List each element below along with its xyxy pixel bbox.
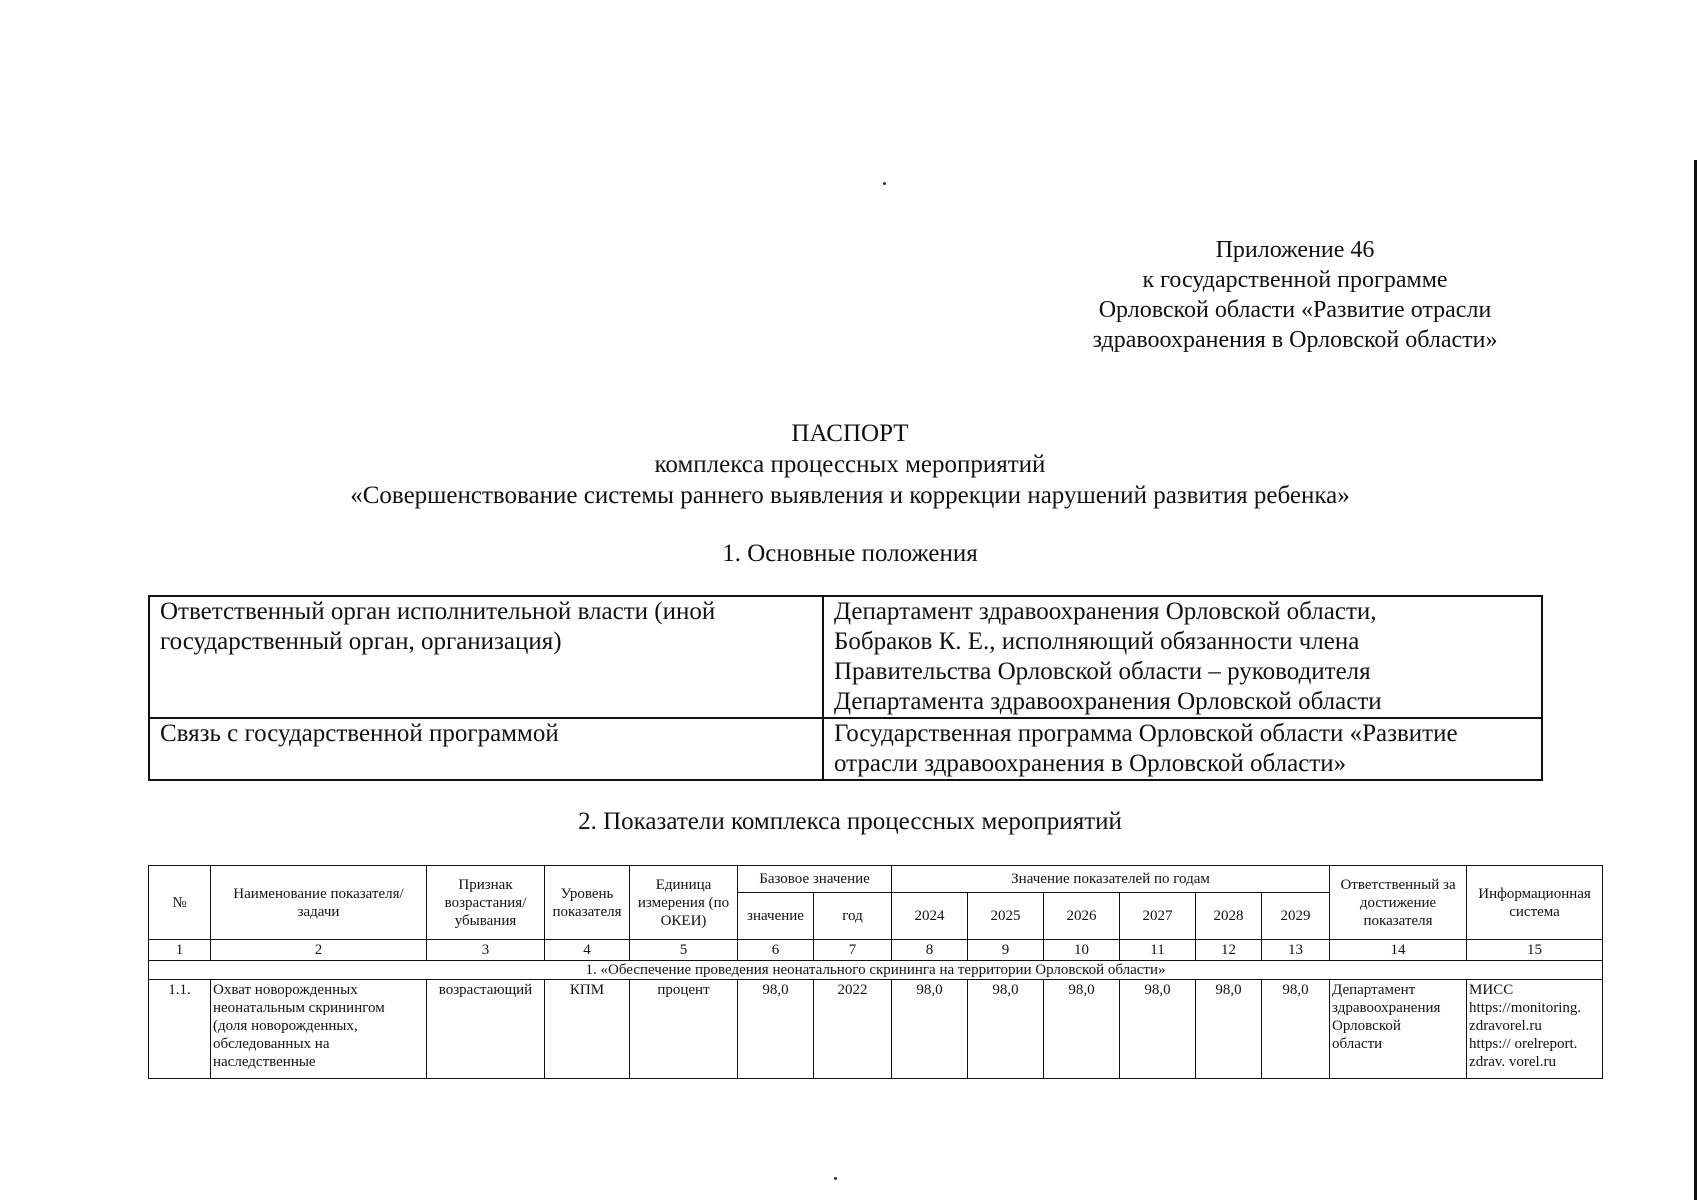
- basic-provisions-table: [148, 595, 1543, 781]
- indicator-name: [211, 980, 427, 1079]
- appendix-header: [1060, 235, 1530, 355]
- cell-text: Департамент: [1332, 982, 1416, 998]
- column-number: 5: [630, 940, 738, 961]
- label-cell: [149, 596, 823, 718]
- header-row: [149, 866, 1603, 893]
- column-number: 9: [968, 940, 1044, 961]
- cell-text: здравоохранения: [1332, 1000, 1441, 1016]
- cell-text: государственный орган, организация): [160, 628, 562, 655]
- col-unit-header: Единица измерения (по ОКЕИ): [630, 866, 738, 940]
- label-cell: [149, 718, 823, 780]
- column-number: 8: [892, 940, 968, 961]
- indicators-table: [148, 865, 1603, 1079]
- col-year-header: 2027: [1120, 893, 1196, 940]
- cell-text: https:// orelreport.: [1469, 1036, 1578, 1052]
- table-row: [149, 980, 1603, 1079]
- table-row: [149, 718, 1542, 780]
- scan-speck: [834, 1177, 837, 1180]
- cell-text: (доля новорожденных,: [213, 1018, 358, 1034]
- task-title: 1. «Обеспечение проведения неонатального скрининга на территории Орловской области»: [149, 961, 1603, 980]
- cell-text: Орловской: [1332, 1018, 1401, 1034]
- cell-text: zdrav. vorel.ru: [1469, 1054, 1556, 1070]
- base-value-cell: 98,0: [738, 980, 814, 1079]
- cell-text: Государственная программа Орловской области «Развитие: [834, 720, 1458, 747]
- scan-speck: [883, 182, 886, 185]
- cell-text: Ответственный орган исполнительной власти (иной: [160, 598, 716, 625]
- col-base-header: Базовое значение: [738, 866, 892, 893]
- sign-cell: возрастающий: [427, 980, 545, 1079]
- row-num: 1.1.: [149, 980, 211, 1079]
- appendix-line: к государственной программе: [1142, 267, 1448, 293]
- col-num-header: №: [149, 866, 211, 940]
- cell-text: Департамент здравоохранения Орловской области,: [834, 598, 1377, 625]
- column-number: 7: [814, 940, 892, 961]
- column-number: 2: [211, 940, 427, 961]
- column-numbers-row: [149, 940, 1603, 961]
- col-base-value-header: значение: [738, 893, 814, 940]
- column-number: 3: [427, 940, 545, 961]
- year-value-cell: 98,0: [892, 980, 968, 1079]
- col-year-header: 2026: [1044, 893, 1120, 940]
- section-2-title: 2. Показатели комплекса процессных мероприятий: [578, 808, 1122, 835]
- col-base-year-header: год: [814, 893, 892, 940]
- cell-text: наследственные: [213, 1054, 316, 1070]
- task-row: [149, 961, 1603, 980]
- unit-cell: процент: [630, 980, 738, 1079]
- cell-text: Бобраков К. Е., исполняющий обязанности члена: [834, 628, 1360, 655]
- appendix-line: Орловской области «Развитие отрасли: [1098, 297, 1492, 323]
- cell-text: области: [1332, 1036, 1383, 1052]
- col-system-header: Информационная система: [1467, 866, 1603, 940]
- passport-heading: [250, 418, 1450, 511]
- appendix-line: Приложение 46: [1215, 237, 1375, 263]
- passport-subtitle: комплекса процессных мероприятий: [654, 451, 1046, 478]
- col-year-header: 2025: [968, 893, 1044, 940]
- column-number: 4: [545, 940, 630, 961]
- value-cell: [823, 596, 1542, 718]
- column-number: 11: [1120, 940, 1196, 961]
- cell-text: Департамента здравоохранения Орловской области: [834, 688, 1382, 715]
- col-year-header: 2024: [892, 893, 968, 940]
- col-year-header: 2028: [1196, 893, 1262, 940]
- passport-name: «Совершенствование системы раннего выявления и коррекции нарушений развития ребенка»: [350, 482, 1350, 509]
- year-value-cell: 98,0: [1044, 980, 1120, 1079]
- cell-text: Правительства Орловской области – руководителя: [834, 658, 1371, 685]
- year-value-cell: 98,0: [1262, 980, 1330, 1079]
- base-year-cell: 2022: [814, 980, 892, 1079]
- column-number: 12: [1196, 940, 1262, 961]
- cell-text: МИСС: [1469, 982, 1514, 998]
- col-sign-header: Признак возрастания/ убывания: [427, 866, 545, 940]
- year-value-cell: 98,0: [1120, 980, 1196, 1079]
- cell-text: zdravorel.ru: [1469, 1018, 1542, 1034]
- col-year-header: 2029: [1262, 893, 1330, 940]
- cell-text: отрасли здравоохранения в Орловской области»: [834, 750, 1347, 777]
- col-name-header: Наименование показателя/задачи: [211, 866, 427, 940]
- column-number: 15: [1467, 940, 1603, 961]
- system-cell: [1467, 980, 1603, 1079]
- col-responsible-header: Ответственный за достижение показателя: [1330, 866, 1467, 940]
- column-number: 6: [738, 940, 814, 961]
- cell-text: Охват новорожденных: [213, 982, 358, 998]
- level-cell: КПМ: [545, 980, 630, 1079]
- appendix-line: здравоохранения в Орловской области»: [1092, 327, 1498, 353]
- column-number: 10: [1044, 940, 1120, 961]
- cell-text: неонатальным скринингом: [213, 1000, 385, 1016]
- cell-text: https://monitoring.: [1469, 1000, 1582, 1016]
- year-value-cell: 98,0: [1196, 980, 1262, 1079]
- col-level-header: Уровень показателя: [545, 866, 630, 940]
- year-value-cell: 98,0: [968, 980, 1044, 1079]
- column-number: 1: [149, 940, 211, 961]
- cell-text: Связь с государственной программой: [160, 720, 559, 747]
- responsible-cell: [1330, 980, 1467, 1079]
- value-cell: [823, 718, 1542, 780]
- column-number: 14: [1330, 940, 1467, 961]
- passport-title: ПАСПОРТ: [791, 420, 909, 447]
- section-1-title: 1. Основные положения: [722, 540, 978, 567]
- col-years-header: Значение показателей по годам: [892, 866, 1330, 893]
- table-row: [149, 596, 1542, 718]
- column-number: 13: [1262, 940, 1330, 961]
- cell-text: обследованных на: [213, 1036, 330, 1052]
